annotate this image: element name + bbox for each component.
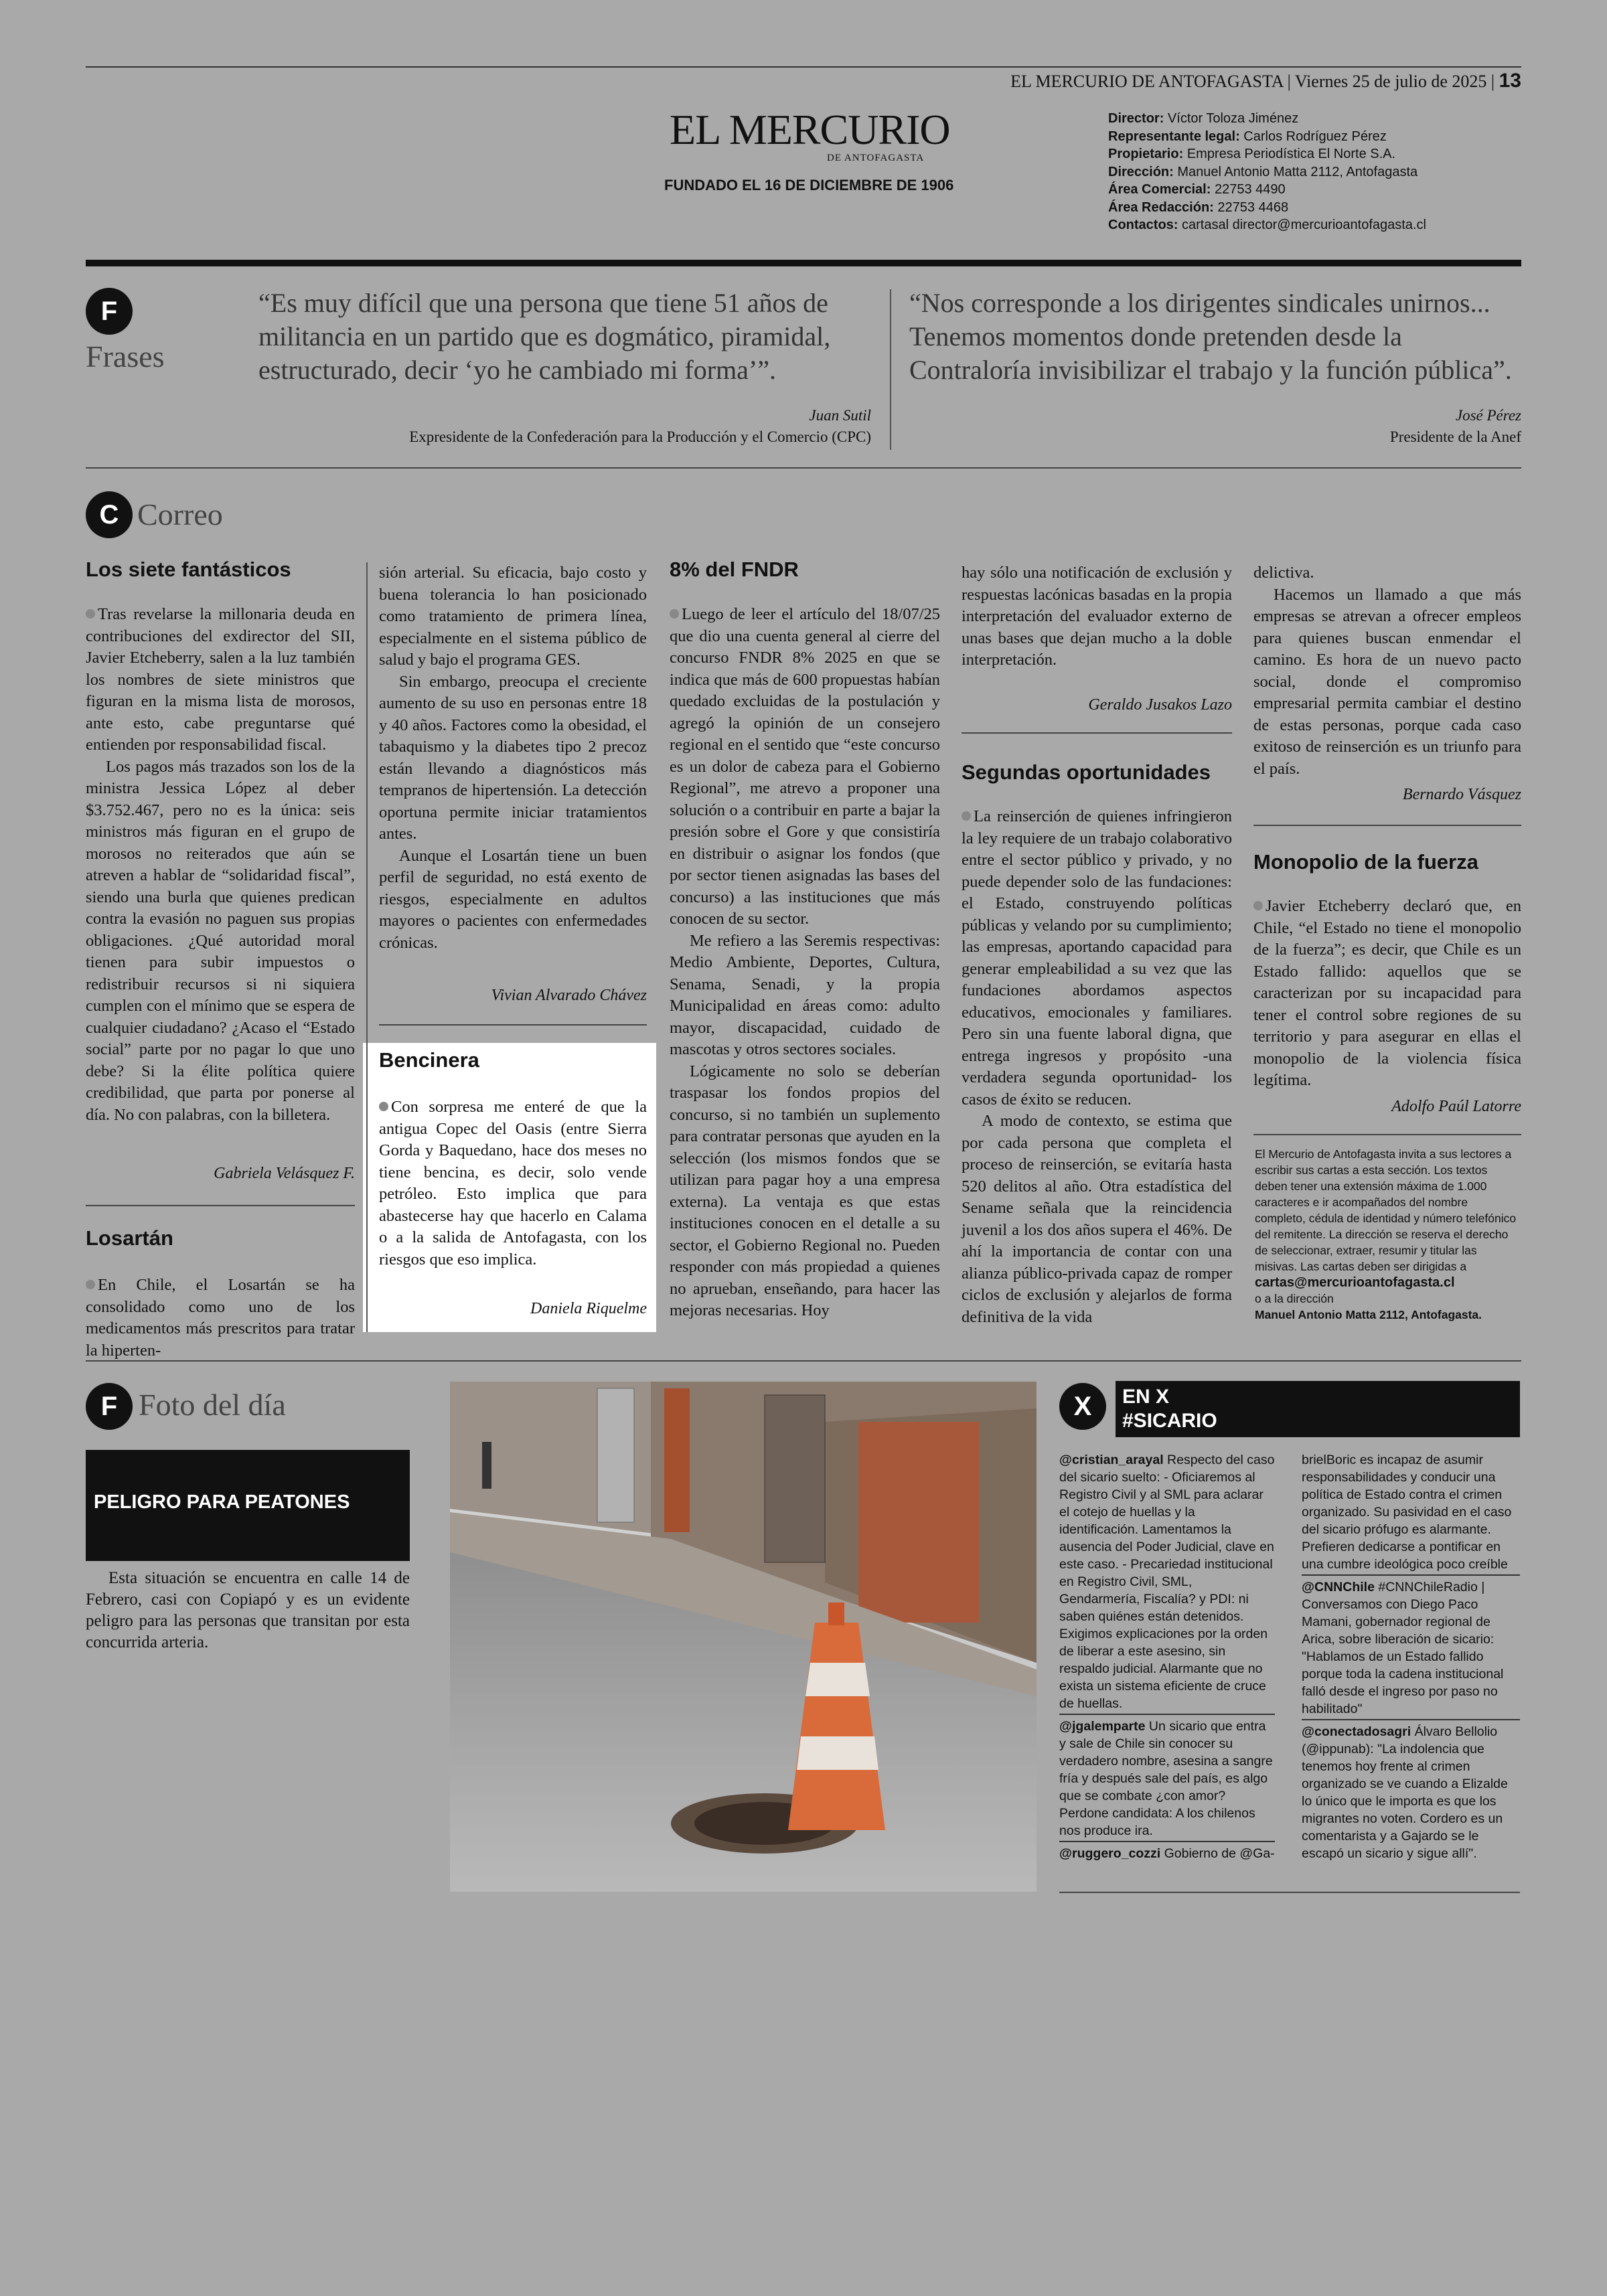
paragraph-text: Luego de leer el artículo del 18/07/25 que dio una cuenta general al cierre del concurso FNDR 8% 2025 en que se indica que más de 600 propuestas habían quedado excluidas de la postulación y agregó la opinión de un consejero regional en el sentido que “este concurso es un dolor de cabeza para el Gobierno Regional”, me atrevo a proponer una solución o a contribuir en parte a bajar la presión sobre el Gore y que consistiría en distribuir o asignar los fondos (que por sector tienen asignadas las bases del concurso) a las instituciones que más conocen de su sector.	[670, 605, 940, 928]
frases-label: Frases	[86, 339, 165, 374]
staff-box	[1108, 110, 1426, 234]
tweet-text: brielBoric es incapaz de asumir responsabilidades y conducir una política de Estado contra el crimen organizado. Su pasividad en el caso del sicario prófugo es alarmante. Prefieren dedicarse a pontificar en una cumbre ideológica poco creíble	[1302, 1453, 1512, 1572]
letter-title: Monopolio de la fuerza	[1253, 850, 1478, 874]
letter-divider	[1253, 825, 1521, 826]
paragraph	[86, 604, 355, 756]
paragraph-text: La reinserción de quienes infringieron la ley requiere de un trabajo colaborativo entre el sector público y privado, y no puede depender solo de las fundaciones: el Estado, construyendo políticas públicas y velando por su cumplimiento; las empresas, aportando capacidad para generar empleabilidad a su vez que las fundaciones abordamos aspectos educativos, emocionales y familiares. Pero sin una fuente laboral digna, que entrega ingresos y propósito -una verdadera segunda oportunidad- los casos de éxito se reducen.	[962, 807, 1232, 1109]
bullet-icon	[670, 609, 679, 619]
letter-signature: Gabriela Velásquez F.	[214, 1165, 355, 1182]
letter-body	[670, 604, 940, 1322]
quote-2-author: José Pérez	[1455, 407, 1521, 424]
paragraph	[86, 1275, 355, 1362]
x-title-2: #SICARIO	[1122, 1410, 1217, 1432]
section-bottom-rule	[1059, 1892, 1520, 1893]
tweet-handle[interactable]: @CNNChile	[1302, 1580, 1375, 1594]
note-or: o a la dirección	[1255, 1292, 1334, 1305]
staff-row	[1108, 181, 1426, 199]
staff-value: Víctor Toloza Jiménez	[1167, 111, 1299, 126]
publication-name: EL MERCURIO DE ANTOFAGASTA	[1010, 72, 1284, 91]
letter-body	[962, 806, 1232, 1328]
quote-2-line: Tenemos momentos donde pretenden desde la	[909, 321, 1402, 351]
letter-title: 8% del FNDR	[670, 558, 799, 581]
quote-1-line: estructurado, decir ‘yo he cambiado mi forma’”.	[258, 355, 777, 385]
tweet	[1059, 1845, 1275, 1864]
tweet-handle[interactable]: @cristian_arayal	[1059, 1453, 1164, 1467]
tweet-text: Álvaro Bellolio (@ippunab): "La indolencia que tenemos hoy frente al crimen organizado se ve cuando a Elizalde lo único que le importa es que los migrantes no voten. Cordero es un comentarista y a Gajardo se le escapó un sicario y sigue allí".	[1302, 1724, 1508, 1861]
quote-1-line: “Es muy difícil que una persona que tiene 51 años de	[258, 288, 828, 318]
street-cone-image	[450, 1382, 1037, 1892]
letter-signature: Bernardo Vásquez	[1402, 786, 1521, 803]
letter-signature: Daniela Riquelme	[530, 1300, 647, 1317]
quote-2-line: Contraloría invisibilizar el trabajo y la función pública”.	[909, 355, 1512, 385]
bullet-icon	[86, 609, 95, 619]
paragraph: hay sólo una notificación de exclusión y respuestas lacónicas basadas en la propia interpretación del evaluador externo de unas bases que dejan mucho a la doble interpretación.	[962, 564, 1232, 669]
letter-body	[379, 1096, 647, 1270]
staff-label: Contactos:	[1108, 218, 1178, 232]
x-badge: X	[1059, 1383, 1106, 1430]
paragraph: Me refiero a las Seremis respectivas: Medio Ambiente, Deportes, Cultura, Senama, Senadi, y la propia Municipalidad en áreas como: adulto mayor, discapacidad, cuidado de mascotas y otros sectores sociales.	[670, 931, 940, 1058]
tweet-text: #CNNChileRadio | Conversamos con Diego Paco Mamani, gobernador regional de Arica, sobre liberación de sicario: "Hablamos de un Estado fallido porque toda la cadena institucional falló desde el ingreso por paso no habilitado"	[1302, 1580, 1504, 1716]
founded-line: FUNDADO EL 16 DE DICIEMBRE DE 1906	[664, 177, 954, 193]
section-rule	[86, 467, 1521, 469]
staff-label: Representante legal:	[1108, 129, 1240, 144]
letter-body	[86, 1275, 355, 1362]
tweet-handle[interactable]: @ruggero_cozzi	[1059, 1846, 1161, 1861]
paragraph-text: Con sorpresa me enteré de que la antigua Copec del Oasis (entre Sierra Gorda y Baquedano, hace dos meses no tiene bencina, es decir, solo vende petróleo. Esto implica que para abastecerse hay que hacerlo en Calama o a la salida de Antofagasta, con los riesgos que eso implica.	[379, 1098, 647, 1268]
paragraph: A modo de contexto, se estima que por cada persona que completa el proceso de reinserción, se evitaría hasta 520 delitos al año. Otra estadística del Sename señala que la reincidencia juvenil a los dos años supera el 46%. De ahí la importancia de contar con una alianza público-privada capaz de romper ciclos de exclusión y alejarlos de forma definitiva de la vida	[962, 1112, 1232, 1326]
frases-badge: F	[86, 288, 133, 335]
correo-label: Correo	[137, 497, 223, 531]
paragraph: Lógicamente no solo se deberían traspasar los fondos propios del concurso, si no también un suplemento para contratar personas que ayuden en la selección (los mismos fondos que se utilizan para pagar hoy a una empresa externa). La ventaja es que estas instituciones conocen en el detalle a su sector, el Gobierno Regional no. Pueden responder con más propiedad a quienes no aprueban, enseñando, para hacer las mejoras necesarias. Hoy	[670, 1062, 940, 1319]
paragraph: Los pagos más trazados son los de la ministra Jessica López al deber $3.752.467, pero no es la única: seis ministros más figuran en el grupo de morosos no reiterados que aún se atreven a hablar de “solidaridad fiscal”, siendo una burla que quienes predican contra la evasión no paguen sus propias obligaciones. ¿Qué autoridad moral tienen para subir impuestos o redistribuir recursos si ni siquiera cumplen con el mínimo que se espera de cualquier ciudadano? ¿Acaso el “Estado social” parte por no pagar lo que uno debe? Si la élite política quiere credibilidad, que parta por ponerse al día. No con palabras, con la billetera.	[86, 757, 355, 1124]
quote-1-line: militancia en un partido que es dogmático, piramidal,	[258, 321, 831, 351]
section-rule	[86, 260, 1521, 266]
bullet-icon	[379, 1102, 388, 1111]
letter-divider	[962, 732, 1232, 734]
paragraph: Hacemos un llamado a que más empresas se atrevan a ofrecer empleos para quienes buscan enmendar el camino. Es hora de un nuevo pacto social, donde el compromiso empresarial permita cambiar el destino de estas personas, porque cada caso exitoso de reinserción es un triunfo para el país.	[1253, 585, 1521, 778]
paragraph	[670, 604, 940, 930]
foto-badge: F	[86, 1383, 133, 1430]
tweet	[1059, 1718, 1275, 1842]
foto-caption	[86, 1568, 410, 1653]
tweet	[1302, 1451, 1520, 1576]
tweet	[1059, 1451, 1275, 1715]
quote-2-role: Presidente de la Anef	[1389, 428, 1521, 445]
quote-1-author: Juan Sutil	[809, 407, 871, 424]
letter-title: Bencinera	[379, 1048, 479, 1072]
paragraph: sión arterial. Su eficacia, bajo costo y buena tolerancia lo han posicionado como tratamiento de primera línea, especialmente en el sistema público de salud y bajo el programa GES.	[379, 564, 647, 669]
staff-label: Área Comercial:	[1108, 182, 1211, 197]
quote-divider	[890, 289, 891, 450]
staff-label: Área Redacción:	[1108, 199, 1214, 215]
column-divider	[366, 562, 368, 1332]
bullet-icon	[1253, 901, 1263, 910]
staff-row	[1108, 163, 1426, 181]
letter-body	[379, 562, 647, 954]
staff-row	[1108, 128, 1426, 146]
tweet-handle[interactable]: @jgalemparte	[1059, 1719, 1146, 1734]
letter-body	[86, 604, 355, 1126]
letter-title: Segundas oportunidades	[962, 760, 1211, 784]
staff-value: Carlos Rodríguez Pérez	[1243, 129, 1387, 144]
letter-signature: Geraldo Jusakos Lazo	[1088, 696, 1232, 714]
staff-value: cartasal director@mercurioantofagasta.cl	[1182, 218, 1426, 232]
issue-date: Viernes 25 de julio de 2025	[1294, 72, 1487, 91]
quote-1	[258, 286, 888, 387]
foto-caption-text: Esta situación se encuentra en calle 14 de Febrero, casi con Copiapó y es un evidente peligro para las personas que transitan por esta concurrida arteria.	[86, 1569, 410, 1651]
page-number: 13	[1499, 70, 1521, 92]
staff-value: 22753 4490	[1214, 182, 1286, 197]
tweet-handle[interactable]: @conectadosagri	[1302, 1724, 1411, 1739]
paragraph	[962, 806, 1232, 1111]
staff-row	[1108, 216, 1426, 234]
page-header: EL MERCURIO DE ANTOFAGASTA | Viernes 25 de julio de 2025 | 13	[1010, 70, 1521, 92]
foto-label: Foto del día	[139, 1388, 286, 1422]
quote-1-role: Expresidente de la Confederación para la Producción y el Comercio (CPC)	[409, 428, 871, 445]
foto-title-box	[86, 1450, 410, 1561]
tweet	[1302, 1578, 1520, 1720]
x-title-1: EN X	[1122, 1386, 1170, 1408]
paragraph-text: Tras revelarse la millonaria deuda en contribuciones del exdirector del SII, Javier Etcheberry, salen a la luz también los nombres de siete ministros que figuran en la misma lista de morosos, ante esto, cabe preguntarse qué entienden por responsabilidad fiscal.	[86, 605, 355, 754]
bullet-icon	[962, 811, 971, 821]
x-header	[1116, 1381, 1520, 1437]
staff-row	[1108, 110, 1426, 128]
masthead-logo: EL MERCURIO	[670, 106, 950, 153]
letter-divider	[86, 1205, 355, 1206]
letter-signature: Vivian Alvarado Chávez	[491, 987, 647, 1004]
staff-label: Propietario:	[1108, 147, 1184, 161]
staff-label: Dirección:	[1108, 164, 1174, 179]
letter-signature: Adolfo Paúl Latorre	[1391, 1098, 1521, 1115]
letter-body	[1253, 896, 1521, 1092]
correo-badge: C	[86, 491, 133, 538]
note-email[interactable]: cartas@mercurioantofagasta.cl	[1255, 1275, 1455, 1290]
x-column-1	[1059, 1451, 1275, 1866]
staff-value: Empresa Periodística El Norte S.A.	[1187, 147, 1396, 161]
staff-row	[1108, 199, 1426, 217]
top-rule	[86, 66, 1521, 68]
letter-divider	[1253, 1134, 1521, 1135]
letter-divider	[379, 1024, 647, 1026]
bullet-icon	[86, 1280, 95, 1289]
letter-body	[962, 562, 1232, 671]
paragraph: delictiva.	[1253, 564, 1314, 582]
staff-row	[1108, 145, 1426, 163]
section-rule	[86, 1360, 1521, 1362]
staff-value: 22753 4468	[1217, 199, 1289, 215]
quote-2-line: “Nos corresponde a los dirigentes sindicales unirnos...	[909, 288, 1490, 318]
paragraph: Aunque el Losartán tiene un buen perfil de seguridad, no está exento de riesgos, especialmente en adultos mayores o pacientes con enfermedades crónicas.	[379, 846, 647, 952]
foto-title: PELIGRO PARA PEATONES	[94, 1491, 350, 1513]
letter-title: Losartán	[86, 1226, 173, 1250]
note-text: El Mercurio de Antofagasta invita a sus lectores a escribir sus cartas a esta sección. Los textos deben tener una extensión máxima de 1.000 caracteres e ir acompañados del nombre completo, cédula de identidad y número telefónico del remitente. La dirección se reserva el derecho de seleccionar, extraer, resumir y titular las misivas. Las cartas deben ser dirigidas a	[1255, 1147, 1517, 1273]
submission-note	[1255, 1146, 1520, 1323]
tweet-text: Respecto del caso del sicario suelto: - Oficiaremos al Registro Civil y al SML para aclarar el cotejo de huellas y la identificación. Lamentamos la ausencia del Poder Judicial, clave en este caso. - Precariedad institucional en Registro Civil, SML, Gendarmería, Fiscalía? y PDI: ni saben quiénes están detenidos. Exigimos explicaciones por la orden de liberar a este asesino, sin respaldo judicial. Alarmante que no exista un sistema eficiente de cruce de huellas.	[1059, 1453, 1275, 1711]
paragraph: Sin embargo, preocupa el creciente aumento de su uso en personas entre 18 y 40 años. Factores como la obesidad, el tabaquismo y la diabetes tipo 2 precoz están llevando a diagnósticos más tempranos de hipertensión. La detección oportuna permite iniciar tratamientos antes.	[379, 672, 647, 843]
paragraph	[379, 1096, 647, 1270]
paragraph-text: En Chile, el Losartán se ha consolidado como uno de los medicamentos más prescritos para tratar la hiperten-	[86, 1276, 355, 1360]
tweet	[1302, 1723, 1520, 1864]
letter-body	[1253, 562, 1521, 780]
quote-2	[909, 286, 1532, 387]
street-photo	[450, 1382, 1037, 1892]
tweet-text: Un sicario que entra y sale de Chile sin conocer su verdadero nombre, asesina a sangre fría y después sale del país, es algo que se combate ¿con amor? Perdone candidata: A los chilenos nos produce ira.	[1059, 1719, 1273, 1838]
staff-value: Manuel Antonio Matta 2112, Antofagasta	[1177, 164, 1418, 179]
tweet-text: Gobierno de @Ga-	[1160, 1846, 1275, 1861]
note-address: Manuel Antonio Matta 2112, Antofagasta.	[1255, 1308, 1482, 1321]
x-column-2	[1302, 1451, 1520, 1866]
paragraph	[1253, 896, 1521, 1092]
letter-title: Los siete fantásticos	[86, 558, 291, 581]
staff-label: Director:	[1108, 111, 1164, 126]
paragraph-text: Javier Etcheberry declaró que, en Chile, “el Estado no tiene el monopolio de la fuerza”; es decir, que Chile es un Estado fallido: aquellos que se caracterizan por su incapacidad para tener el control sobre regiones de su territorio y para asegurar en ellas el monopolio de la violencia física legítima.	[1253, 897, 1521, 1089]
masthead-subtitle: DE ANTOFAGASTA	[827, 153, 925, 163]
